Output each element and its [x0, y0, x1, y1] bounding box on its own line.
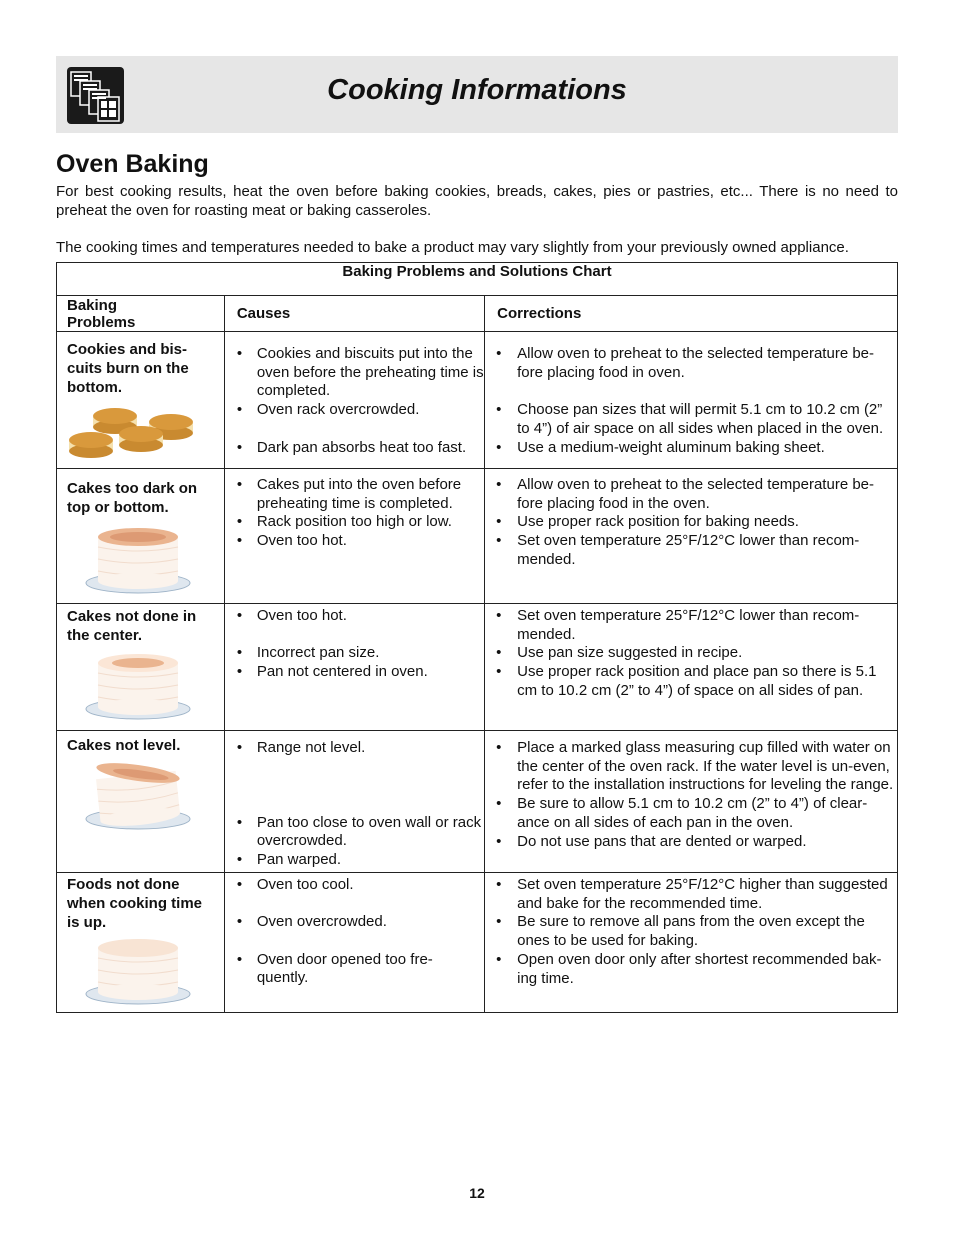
cause-item: • Oven too hot. — [225, 532, 484, 551]
intro-note: The cooking times and temperatures needed to bake a product may vary slightly from your previously owned appliance. — [56, 239, 849, 256]
correction-item: • Do not use pans that are dented or warped. — [485, 833, 897, 852]
problem-cell — [57, 469, 225, 604]
cause-item: • Oven too hot. — [225, 607, 484, 626]
correction-item: • Use pan size suggested in recipe. — [485, 644, 897, 663]
cause-item: • Oven door opened too fre-quently. — [225, 951, 484, 988]
cause-item: • Incorrect pan size. — [225, 644, 484, 663]
correction-item: • Be sure to remove all pans from the oven except the ones to be used for baking. — [485, 913, 897, 950]
correction-item: • Allow oven to preheat to the selected temperature be-fore placing food in oven. — [485, 345, 897, 382]
cause-item: • Oven overcrowded. — [225, 913, 484, 932]
problem-text: Cakes too dark on top or bottom. — [67, 480, 198, 516]
causes-cell — [224, 731, 484, 873]
page-number: 12 — [469, 1185, 485, 1201]
corrections-cell — [485, 873, 898, 1013]
cause-item: • Range not level. — [225, 739, 484, 758]
problem-cell — [57, 604, 225, 731]
problem-text: Cakes not done in the center. — [67, 608, 197, 644]
cookies-illustration — [67, 403, 202, 463]
baking-problems-chart — [56, 262, 898, 1013]
header-causes: Causes — [224, 296, 484, 332]
corrections-cell — [485, 469, 898, 604]
table-row — [57, 873, 898, 1013]
cause-item: • Rack position too high or low. — [225, 513, 484, 532]
table-row — [57, 469, 898, 604]
section-title: Oven Baking — [56, 150, 209, 178]
cake-pale-illustration — [83, 936, 193, 1006]
cause-item: • Pan too close to oven wall or rack overcrowded. — [225, 814, 484, 851]
correction-item: • Set oven temperature 25°F/12°C higher than suggested and bake for the recommended time. — [485, 876, 897, 913]
problem-cell — [57, 873, 225, 1013]
cake-dark-top-illustration — [83, 525, 193, 595]
header-corrections: Corrections — [485, 296, 898, 332]
corrections-cell — [485, 332, 898, 469]
correction-item: • Use proper rack position and place pan so there is 5.1 cm to 10.2 cm (2” to 4”) of space on all sides of pan. — [485, 663, 897, 700]
chart-title: Baking Problems and Solutions Chart — [57, 263, 898, 296]
correction-item: • Use proper rack position for baking needs. — [485, 513, 897, 532]
cause-item: • Cookies and biscuits put into the oven before the preheating time is completed. — [225, 345, 484, 401]
cause-item: • Dark pan absorbs heat too fast. — [225, 439, 484, 458]
header-bar — [56, 56, 898, 133]
cause-item: • Cakes put into the oven before preheating time is completed. — [225, 476, 484, 513]
correction-item: • Be sure to allow 5.1 cm to 10.2 cm (2” to 4”) of clear-ance on all sides of each pan in the oven. — [485, 795, 897, 832]
cake-tilted-illustration — [83, 761, 193, 831]
correction-item: • Use a medium-weight aluminum baking sheet. — [485, 439, 897, 458]
corrections-cell — [485, 604, 898, 731]
header-problems: Baking Problems — [57, 296, 225, 332]
corrections-cell — [485, 731, 898, 873]
problem-text: Cookies and bis-cuits burn on the bottom. — [67, 341, 189, 396]
causes-cell — [224, 332, 484, 469]
causes-cell — [224, 604, 484, 731]
intro-paragraph: For best cooking results, heat the oven before baking cookies, breads, cakes, pies or pastries, etc... There is no need to preheat the oven for roasting meat or baking casseroles. — [56, 183, 898, 219]
problem-text: Cakes not level. — [67, 737, 181, 754]
causes-cell — [224, 469, 484, 604]
causes-cell — [224, 873, 484, 1013]
table-row — [57, 604, 898, 731]
table-row — [57, 731, 898, 873]
correction-item: • Open oven door only after shortest recommended bak-ing time. — [485, 951, 897, 988]
cake-center-illustration — [83, 651, 193, 721]
cause-item: • Oven too cool. — [225, 876, 484, 895]
problem-cell — [57, 332, 225, 469]
problem-cell — [57, 731, 225, 873]
page-title: Cooking Informations — [327, 74, 627, 106]
chart-header-row — [57, 296, 898, 332]
cause-item: • Pan not centered in oven. — [225, 663, 484, 682]
problem-text: Foods not done when cooking time is up. — [67, 876, 203, 931]
table-row — [57, 332, 898, 469]
correction-item: • Place a marked glass measuring cup filled with water on the center of the oven rack. If the water level is un-even, refer to the installation instructions for leveling the range. — [485, 739, 897, 795]
correction-item: • Choose pan sizes that will permit 5.1 cm to 10.2 cm (2” to 4”) of air space on all sides when placed in the oven. — [485, 401, 897, 438]
cause-item: • Oven rack overcrowded. — [225, 401, 484, 420]
correction-item: • Set oven temperature 25°F/12°C lower than recom-mended. — [485, 607, 897, 644]
correction-item: • Set oven temperature 25°F/12°C lower than recom-mended. — [485, 532, 897, 569]
correction-item: • Allow oven to preheat to the selected temperature be-fore placing food in the oven. — [485, 476, 897, 513]
cause-item: • Pan warped. — [225, 851, 484, 870]
